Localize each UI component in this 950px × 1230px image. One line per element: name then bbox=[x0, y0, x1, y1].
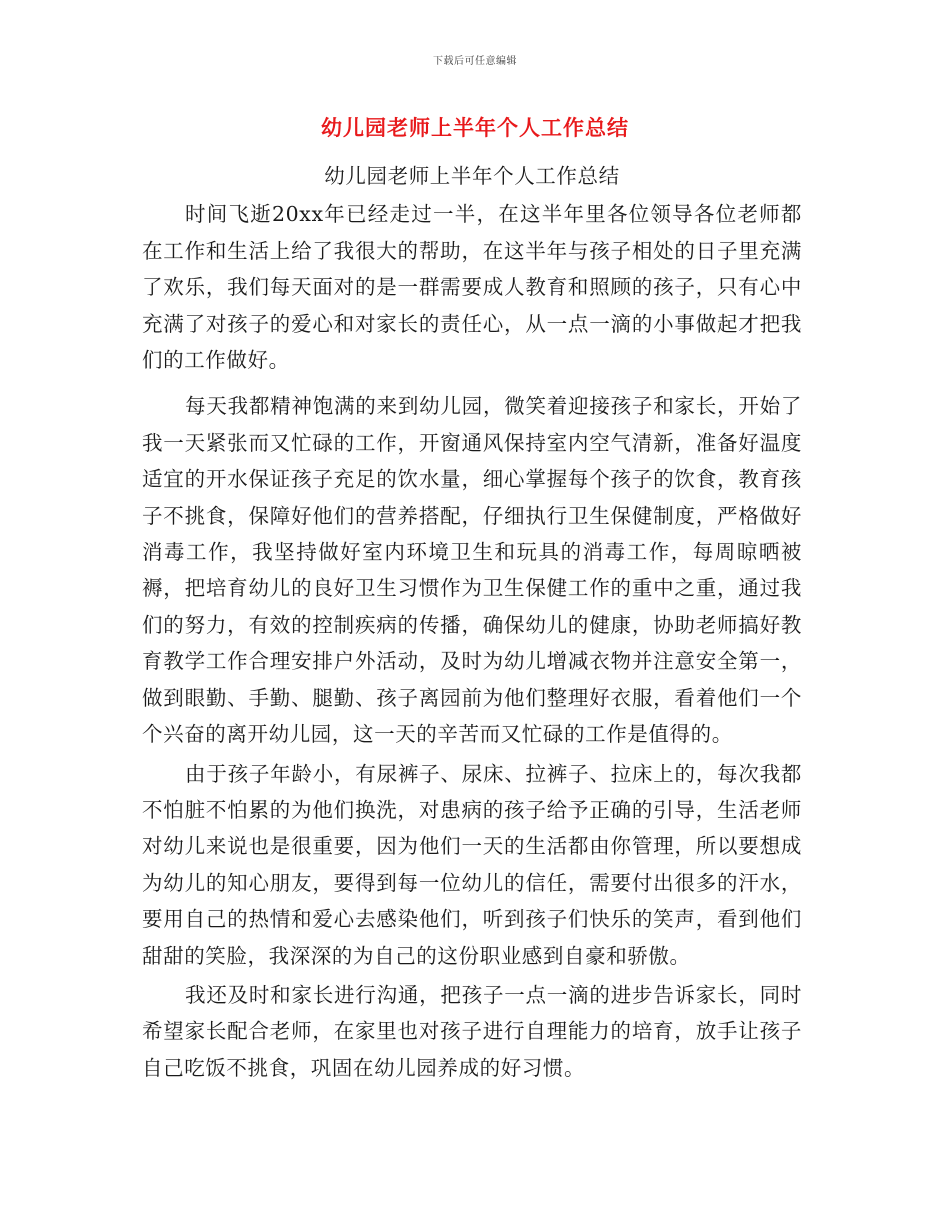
document-subtitle: 幼儿园老师上半年个人工作总结 bbox=[324, 164, 620, 188]
paragraph-3: 由于孩子年龄小，有尿裤子、尿床、拉裤子、拉床上的，每次我都不怕脏不怕累的为他们换洗，对患病的孩子给予正确的引导，生活老师对幼儿来说也是很重要，因为他们一天的生活都由你管理，所以要想成为幼儿的知心朋友，要得到每一位幼儿的信任，需要付出很多的汗水，要用自己的热情和爱心去感染他们，听到孩子们快乐的笑声，看到他们甜甜的笑脸，我深深的为自己的这份职业感到自豪和骄傲。 bbox=[142, 761, 802, 968]
paragraph-4: 我还及时和家长进行沟通，把孩子一点一滴的进步告诉家长，同时希望家长配合老师，在家里也对孩子进行自理能力的培育，放手让孩子自己吃饭不挑食，巩固在幼儿园养成的好习惯。 bbox=[142, 982, 802, 1080]
paragraph-2: 每天我都精神饱满的来到幼儿园，微笑着迎接孩子和家长，开始了我一天紧张而又忙碌的工作，开窗通风保持室内空气清新，准备好温度适宜的开水保证孩子充足的饮水量，细心掌握每个孩子的饮食，教育孩子不挑食，保障好他们的营养搭配，仔细执行卫生保健制度，严格做好消毒工作，我坚持做好室内环境卫生和玩具的消毒工作，每周晾晒被褥，把培育幼儿的良好卫生习惯作为卫生保健工作的重中之重，通过我们的努力，有效的控制疾病的传播，确保幼儿的健康，协助老师搞好教育教学工作合理安排户外活动，及时为幼儿增减衣物并注意安全第一，做到眼勤、手勤、腿勤、孩子离园前为他们整理好衣服，看着他们一个个兴奋的离开幼儿园，这一天的辛苦而又忙碌的工作是值得的。 bbox=[142, 394, 802, 747]
document-title: 幼儿园老师上半年个人工作总结 bbox=[321, 116, 629, 140]
page-header-note: 下载后可任意编辑 bbox=[433, 56, 517, 67]
paragraph-1: 时间飞逝20xx年已经走过一半，在这半年里各位领导各位老师都在工作和生活上给了我很大的帮助，在这半年与孩子相处的日子里充满了欢乐，我们每天面对的是一群需要成人教育和照顾的孩子，只有心中充满了对孩子的爱心和对家长的责任心，从一点一滴的小事做起才把我们的工作做好。 bbox=[142, 202, 802, 373]
document-body bbox=[142, 158, 802, 1089]
